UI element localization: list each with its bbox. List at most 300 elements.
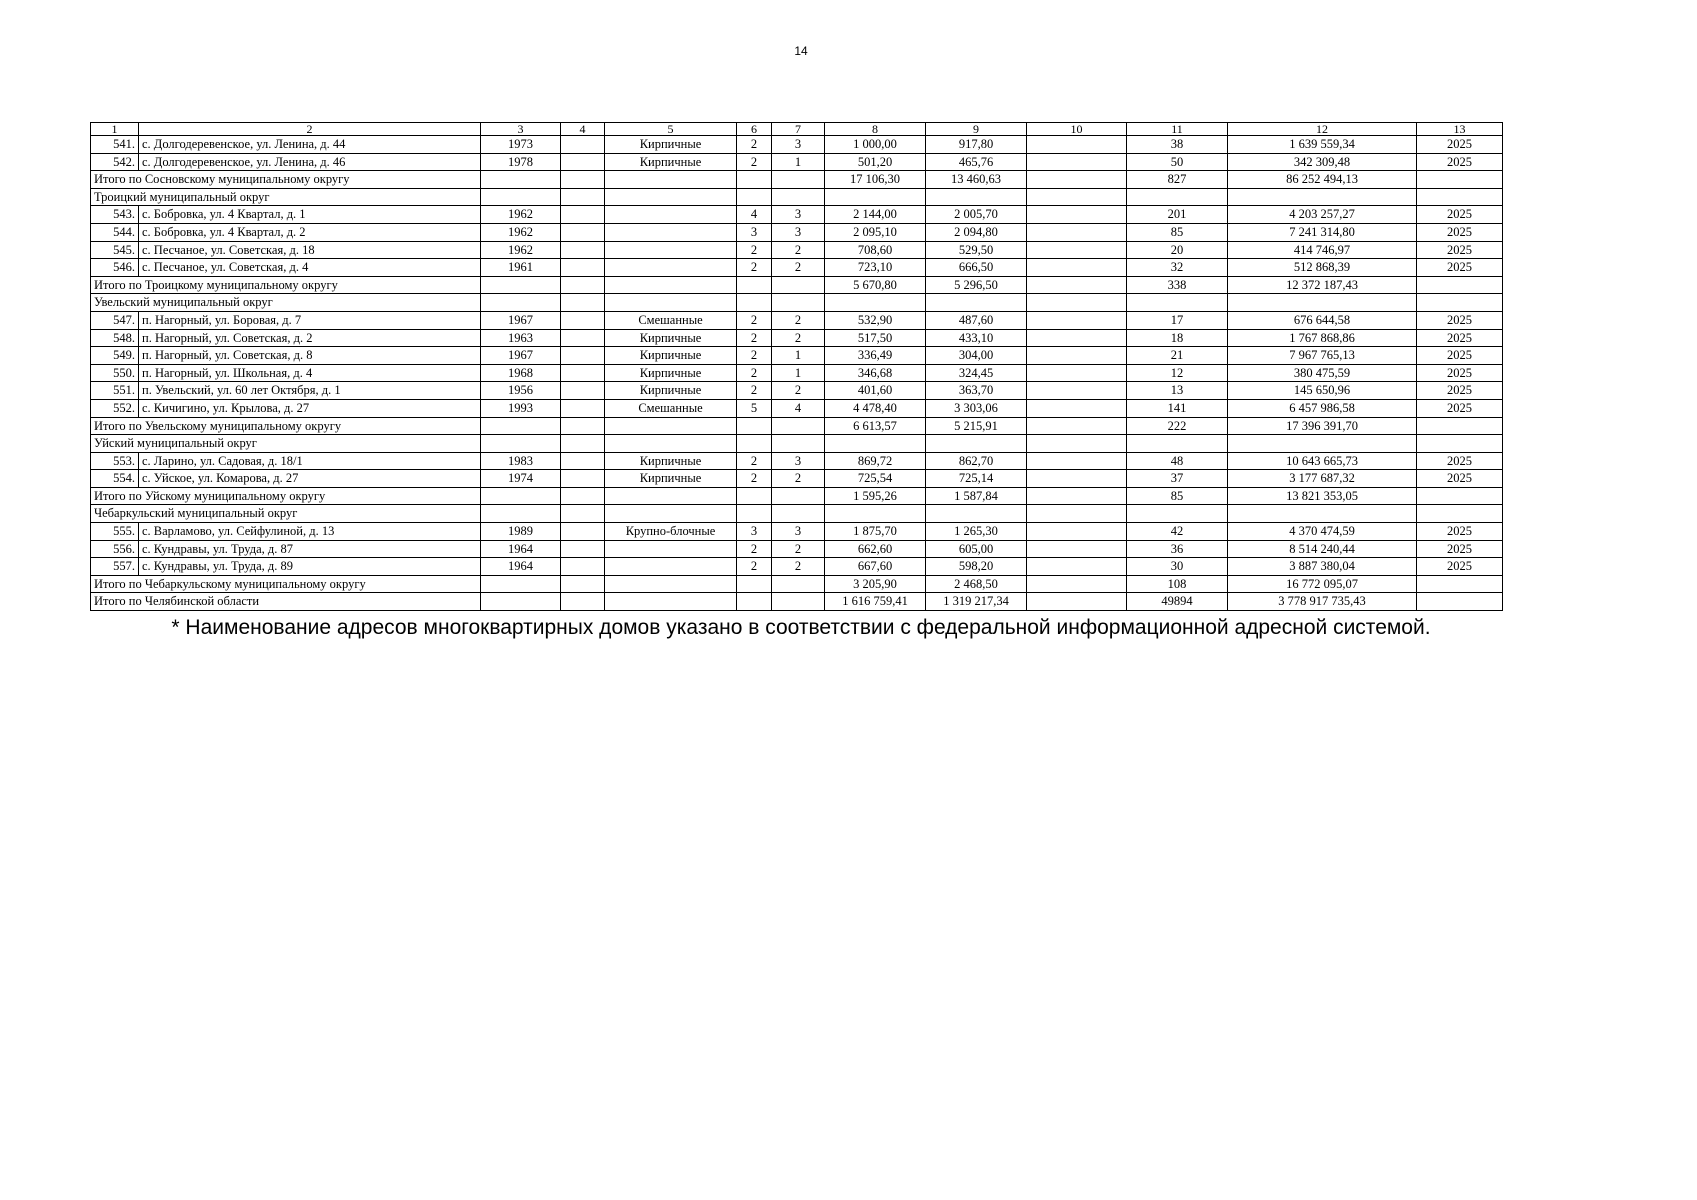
empty-cell bbox=[561, 294, 605, 312]
total-cell bbox=[561, 575, 605, 593]
column-header: 7 bbox=[772, 123, 825, 136]
table-cell bbox=[561, 558, 605, 576]
table-cell: 1956 bbox=[481, 382, 561, 400]
table-cell: 1 875,70 bbox=[825, 523, 926, 541]
table-row bbox=[91, 347, 1503, 365]
total-cell: 3 778 917 735,43 bbox=[1228, 593, 1417, 611]
table-cell: 1983 bbox=[481, 452, 561, 470]
table-cell: 42 bbox=[1127, 523, 1228, 541]
empty-cell bbox=[772, 505, 825, 523]
table-cell: 2 bbox=[737, 452, 772, 470]
table-cell: 2025 bbox=[1417, 382, 1503, 400]
table-cell: 2 bbox=[737, 347, 772, 365]
total-cell bbox=[481, 575, 561, 593]
empty-cell bbox=[737, 505, 772, 523]
address-cell: п. Нагорный, ул. Советская, д. 2 bbox=[139, 329, 481, 347]
table-cell: 2 bbox=[737, 311, 772, 329]
table-cell: 2 bbox=[772, 329, 825, 347]
table-cell: 1 767 868,86 bbox=[1228, 329, 1417, 347]
table-cell: 2025 bbox=[1417, 259, 1503, 277]
table-cell bbox=[561, 153, 605, 171]
total-cell: 338 bbox=[1127, 276, 1228, 294]
empty-cell bbox=[1027, 435, 1127, 453]
table-cell: Кирпичные bbox=[605, 382, 737, 400]
table-cell: 2 bbox=[737, 382, 772, 400]
table-cell: 12 bbox=[1127, 364, 1228, 382]
table-cell: 13 bbox=[1127, 382, 1228, 400]
table-cell: Кирпичные bbox=[605, 347, 737, 365]
empty-cell bbox=[1027, 294, 1127, 312]
table-cell bbox=[561, 241, 605, 259]
empty-cell bbox=[1228, 188, 1417, 206]
table-cell: 4 bbox=[772, 399, 825, 417]
table-row bbox=[91, 540, 1503, 558]
total-cell: 6 613,57 bbox=[825, 417, 926, 435]
total-cell bbox=[737, 417, 772, 435]
total-label: Итого по Сосновскому муниципальному округу bbox=[91, 171, 481, 189]
row-number-cell: 552. bbox=[91, 399, 139, 417]
table-cell: 2 bbox=[737, 540, 772, 558]
table-cell: 304,00 bbox=[926, 347, 1027, 365]
address-cell: п. Нагорный, ул. Боровая, д. 7 bbox=[139, 311, 481, 329]
table-cell: 141 bbox=[1127, 399, 1228, 417]
empty-cell bbox=[481, 188, 561, 206]
table-cell: 2 144,00 bbox=[825, 206, 926, 224]
total-cell: 5 296,50 bbox=[926, 276, 1027, 294]
table-cell: 3 bbox=[772, 523, 825, 541]
table-row bbox=[91, 329, 1503, 347]
table-cell: 2025 bbox=[1417, 136, 1503, 154]
empty-cell bbox=[825, 188, 926, 206]
table-cell: 324,45 bbox=[926, 364, 1027, 382]
total-cell: 16 772 095,07 bbox=[1228, 575, 1417, 593]
total-cell bbox=[481, 487, 561, 505]
table-cell: 917,80 bbox=[926, 136, 1027, 154]
table-cell: 2025 bbox=[1417, 470, 1503, 488]
address-cell: с. Кундравы, ул. Труда, д. 87 bbox=[139, 540, 481, 558]
table-cell: 1968 bbox=[481, 364, 561, 382]
table-cell: 2 bbox=[772, 241, 825, 259]
table-cell bbox=[605, 223, 737, 241]
total-cell bbox=[1417, 276, 1503, 294]
table-cell bbox=[561, 382, 605, 400]
table-cell: 723,10 bbox=[825, 259, 926, 277]
column-header: 5 bbox=[605, 123, 737, 136]
section-title: Увельский муниципальный округ bbox=[91, 294, 481, 312]
column-header: 10 bbox=[1027, 123, 1127, 136]
table-cell: 2 bbox=[772, 540, 825, 558]
table-cell: 2025 bbox=[1417, 523, 1503, 541]
table-row bbox=[91, 259, 1503, 277]
table-row bbox=[91, 382, 1503, 400]
address-cell: п. Увельский, ул. 60 лет Октября, д. 1 bbox=[139, 382, 481, 400]
total-cell bbox=[1027, 487, 1127, 505]
table-row bbox=[91, 523, 1503, 541]
column-header: 13 bbox=[1417, 123, 1503, 136]
table-cell: Смешанные bbox=[605, 311, 737, 329]
row-number-cell: 556. bbox=[91, 540, 139, 558]
empty-cell bbox=[1228, 435, 1417, 453]
address-cell: с. Варламово, ул. Сейфулиной, д. 13 bbox=[139, 523, 481, 541]
table-cell: 21 bbox=[1127, 347, 1228, 365]
total-row bbox=[91, 593, 1503, 611]
empty-cell bbox=[481, 505, 561, 523]
total-cell bbox=[605, 575, 737, 593]
table-cell: 1967 bbox=[481, 311, 561, 329]
row-number-cell: 547. bbox=[91, 311, 139, 329]
total-cell bbox=[772, 276, 825, 294]
table-cell: 1962 bbox=[481, 223, 561, 241]
table-cell: 465,76 bbox=[926, 153, 1027, 171]
column-header: 4 bbox=[561, 123, 605, 136]
total-cell bbox=[561, 276, 605, 294]
total-cell bbox=[561, 593, 605, 611]
table-cell: 2 bbox=[772, 311, 825, 329]
table-cell: 2 095,10 bbox=[825, 223, 926, 241]
table-cell: 37 bbox=[1127, 470, 1228, 488]
table-cell: 7 241 314,80 bbox=[1228, 223, 1417, 241]
address-cell: с. Песчаное, ул. Советская, д. 18 bbox=[139, 241, 481, 259]
empty-cell bbox=[1127, 435, 1228, 453]
address-cell: с. Долгодеревенское, ул. Ленина, д. 46 bbox=[139, 153, 481, 171]
total-cell bbox=[737, 487, 772, 505]
table-cell: 529,50 bbox=[926, 241, 1027, 259]
table-cell: Кирпичные bbox=[605, 153, 737, 171]
table-cell: 4 478,40 bbox=[825, 399, 926, 417]
table-cell bbox=[1027, 470, 1127, 488]
empty-cell bbox=[561, 188, 605, 206]
column-header: 6 bbox=[737, 123, 772, 136]
total-cell: 2 468,50 bbox=[926, 575, 1027, 593]
empty-cell bbox=[772, 294, 825, 312]
table-cell: Кирпичные bbox=[605, 452, 737, 470]
table-cell: 1974 bbox=[481, 470, 561, 488]
column-header: 11 bbox=[1127, 123, 1228, 136]
table-cell: 380 475,59 bbox=[1228, 364, 1417, 382]
table-cell: 8 514 240,44 bbox=[1228, 540, 1417, 558]
column-header: 9 bbox=[926, 123, 1027, 136]
total-cell bbox=[561, 417, 605, 435]
empty-cell bbox=[737, 435, 772, 453]
table-cell: 3 bbox=[737, 223, 772, 241]
table-cell: 2025 bbox=[1417, 223, 1503, 241]
total-label: Итого по Чебаркульскому муниципальному округу bbox=[91, 575, 481, 593]
table-cell: 2 bbox=[772, 558, 825, 576]
table-cell bbox=[1027, 311, 1127, 329]
table-cell bbox=[561, 523, 605, 541]
table-cell: 2 bbox=[737, 241, 772, 259]
table-cell: 2025 bbox=[1417, 311, 1503, 329]
table-cell: 2025 bbox=[1417, 558, 1503, 576]
total-cell bbox=[772, 171, 825, 189]
total-label: Итого по Увельскому муниципальному округу bbox=[91, 417, 481, 435]
table-cell bbox=[1027, 206, 1127, 224]
table-cell: 4 203 257,27 bbox=[1228, 206, 1417, 224]
empty-cell bbox=[1417, 188, 1503, 206]
table-cell: 2 bbox=[772, 470, 825, 488]
total-row bbox=[91, 417, 1503, 435]
table-cell: 48 bbox=[1127, 452, 1228, 470]
table-cell: 4 370 474,59 bbox=[1228, 523, 1417, 541]
table-cell bbox=[605, 558, 737, 576]
total-cell: 827 bbox=[1127, 171, 1228, 189]
table-cell: Кирпичные bbox=[605, 329, 737, 347]
table-cell: 2025 bbox=[1417, 153, 1503, 171]
table-cell: 2 bbox=[737, 470, 772, 488]
table-cell: 1962 bbox=[481, 206, 561, 224]
empty-cell bbox=[605, 294, 737, 312]
table-cell: 50 bbox=[1127, 153, 1228, 171]
total-label: Итого по Троицкому муниципальному округу bbox=[91, 276, 481, 294]
table-cell: 346,68 bbox=[825, 364, 926, 382]
row-number-cell: 543. bbox=[91, 206, 139, 224]
address-cell: п. Нагорный, ул. Школьная, д. 4 bbox=[139, 364, 481, 382]
total-cell bbox=[1027, 593, 1127, 611]
empty-cell bbox=[1417, 505, 1503, 523]
table-cell: 1967 bbox=[481, 347, 561, 365]
empty-cell bbox=[1127, 505, 1228, 523]
total-cell: 17 106,30 bbox=[825, 171, 926, 189]
total-cell bbox=[1417, 487, 1503, 505]
table-cell: 2 bbox=[737, 153, 772, 171]
total-cell bbox=[605, 417, 737, 435]
housing-register-table bbox=[90, 122, 1503, 611]
empty-cell bbox=[926, 294, 1027, 312]
row-number-cell: 555. bbox=[91, 523, 139, 541]
total-cell bbox=[1417, 575, 1503, 593]
table-cell: 5 bbox=[737, 399, 772, 417]
table-cell: 2025 bbox=[1417, 241, 1503, 259]
total-cell: 5 215,91 bbox=[926, 417, 1027, 435]
empty-cell bbox=[481, 435, 561, 453]
total-cell: 13 821 353,05 bbox=[1228, 487, 1417, 505]
section-title: Чебаркульский муниципальный округ bbox=[91, 505, 481, 523]
table-cell: 1 000,00 bbox=[825, 136, 926, 154]
total-cell: 1 319 217,34 bbox=[926, 593, 1027, 611]
table-cell: Кирпичные bbox=[605, 364, 737, 382]
address-cell: п. Нагорный, ул. Советская, д. 8 bbox=[139, 347, 481, 365]
table-cell: 598,20 bbox=[926, 558, 1027, 576]
row-number-cell: 548. bbox=[91, 329, 139, 347]
empty-cell bbox=[1127, 294, 1228, 312]
table-cell: 2 bbox=[737, 558, 772, 576]
total-cell: 12 372 187,43 bbox=[1228, 276, 1417, 294]
table-cell: 3 bbox=[772, 136, 825, 154]
table-row bbox=[91, 364, 1503, 382]
table-cell bbox=[561, 399, 605, 417]
total-cell bbox=[481, 593, 561, 611]
table-cell: 1962 bbox=[481, 241, 561, 259]
table-cell: 2025 bbox=[1417, 329, 1503, 347]
table-cell: 501,20 bbox=[825, 153, 926, 171]
row-number-cell: 541. bbox=[91, 136, 139, 154]
total-cell: 1 587,84 bbox=[926, 487, 1027, 505]
empty-cell bbox=[1027, 505, 1127, 523]
table-row bbox=[91, 136, 1503, 154]
empty-cell bbox=[1417, 435, 1503, 453]
table-cell: 487,60 bbox=[926, 311, 1027, 329]
empty-cell bbox=[561, 505, 605, 523]
total-cell bbox=[1027, 276, 1127, 294]
table-cell: 20 bbox=[1127, 241, 1228, 259]
row-number-cell: 557. bbox=[91, 558, 139, 576]
section-title: Троицкий муниципальный округ bbox=[91, 188, 481, 206]
table-cell: 725,14 bbox=[926, 470, 1027, 488]
table-cell bbox=[1027, 540, 1127, 558]
table-cell: 2025 bbox=[1417, 206, 1503, 224]
table-cell: 1989 bbox=[481, 523, 561, 541]
section-header-row bbox=[91, 294, 1503, 312]
table-cell: 532,90 bbox=[825, 311, 926, 329]
table-cell: 1963 bbox=[481, 329, 561, 347]
page-number: 14 bbox=[794, 44, 808, 58]
table-cell: 1961 bbox=[481, 259, 561, 277]
table-cell bbox=[1027, 259, 1127, 277]
total-cell bbox=[737, 276, 772, 294]
total-cell bbox=[772, 593, 825, 611]
empty-cell bbox=[605, 188, 737, 206]
table-cell bbox=[561, 311, 605, 329]
section-header-row bbox=[91, 435, 1503, 453]
table-row bbox=[91, 452, 1503, 470]
table-cell bbox=[561, 136, 605, 154]
section-header-row bbox=[91, 505, 1503, 523]
table-cell: 605,00 bbox=[926, 540, 1027, 558]
table-cell: 1 bbox=[772, 364, 825, 382]
table-cell: 1 639 559,34 bbox=[1228, 136, 1417, 154]
total-row bbox=[91, 276, 1503, 294]
table-cell bbox=[561, 206, 605, 224]
row-number-cell: 553. bbox=[91, 452, 139, 470]
total-row bbox=[91, 171, 1503, 189]
address-cell: с. Ларино, ул. Садовая, д. 18/1 bbox=[139, 452, 481, 470]
table-cell: 1 bbox=[772, 153, 825, 171]
total-cell bbox=[561, 487, 605, 505]
column-header: 2 bbox=[139, 123, 481, 136]
table-cell: Крупно-блочные bbox=[605, 523, 737, 541]
total-cell: 3 205,90 bbox=[825, 575, 926, 593]
address-footnote: * Наименование адресов многоквартирных домов указано в соответствии с федеральной информационной адресной системой. bbox=[171, 616, 1431, 639]
table-cell bbox=[605, 206, 737, 224]
table-cell: 201 bbox=[1127, 206, 1228, 224]
table-cell: 512 868,39 bbox=[1228, 259, 1417, 277]
row-number-cell: 551. bbox=[91, 382, 139, 400]
table-row bbox=[91, 311, 1503, 329]
total-cell bbox=[605, 593, 737, 611]
row-number-cell: 545. bbox=[91, 241, 139, 259]
column-header: 8 bbox=[825, 123, 926, 136]
address-cell: с. Кичигино, ул. Крылова, д. 27 bbox=[139, 399, 481, 417]
total-cell bbox=[737, 575, 772, 593]
table-cell: 3 303,06 bbox=[926, 399, 1027, 417]
table-cell: 1978 bbox=[481, 153, 561, 171]
empty-cell bbox=[737, 294, 772, 312]
table-cell: 869,72 bbox=[825, 452, 926, 470]
total-cell: 222 bbox=[1127, 417, 1228, 435]
table-cell: 517,50 bbox=[825, 329, 926, 347]
total-cell: 108 bbox=[1127, 575, 1228, 593]
table-cell: 1964 bbox=[481, 558, 561, 576]
table-row bbox=[91, 153, 1503, 171]
table-cell: 3 bbox=[772, 452, 825, 470]
row-number-cell: 546. bbox=[91, 259, 139, 277]
total-cell bbox=[1027, 575, 1127, 593]
column-number-header-row bbox=[91, 123, 1503, 136]
table-cell: 2 bbox=[737, 259, 772, 277]
table-cell: 3 177 687,32 bbox=[1228, 470, 1417, 488]
total-cell bbox=[1027, 171, 1127, 189]
total-label: Итого по Уйскому муниципальному округу bbox=[91, 487, 481, 505]
table-cell: 433,10 bbox=[926, 329, 1027, 347]
total-cell bbox=[481, 276, 561, 294]
table-cell: 36 bbox=[1127, 540, 1228, 558]
table-cell bbox=[561, 259, 605, 277]
table-cell: 2 bbox=[737, 364, 772, 382]
section-header-row bbox=[91, 188, 1503, 206]
table-cell: 3 bbox=[737, 523, 772, 541]
empty-cell bbox=[926, 435, 1027, 453]
table-cell: 414 746,97 bbox=[1228, 241, 1417, 259]
table-cell: 662,60 bbox=[825, 540, 926, 558]
table-cell: 3 bbox=[772, 223, 825, 241]
empty-cell bbox=[481, 294, 561, 312]
total-row bbox=[91, 575, 1503, 593]
table-cell: 2 bbox=[772, 259, 825, 277]
address-cell: с. Бобровка, ул. 4 Квартал, д. 1 bbox=[139, 206, 481, 224]
address-cell: с. Кундравы, ул. Труда, д. 89 bbox=[139, 558, 481, 576]
table-cell: 1 265,30 bbox=[926, 523, 1027, 541]
column-header: 1 bbox=[91, 123, 139, 136]
table-cell: 342 309,48 bbox=[1228, 153, 1417, 171]
total-cell: 85 bbox=[1127, 487, 1228, 505]
table-cell: 6 457 986,58 bbox=[1228, 399, 1417, 417]
total-cell bbox=[605, 171, 737, 189]
empty-cell bbox=[1027, 188, 1127, 206]
total-cell bbox=[1417, 593, 1503, 611]
address-cell: с. Бобровка, ул. 4 Квартал, д. 2 bbox=[139, 223, 481, 241]
total-cell bbox=[605, 276, 737, 294]
empty-cell bbox=[926, 188, 1027, 206]
table-cell: 401,60 bbox=[825, 382, 926, 400]
table-cell bbox=[605, 241, 737, 259]
total-cell bbox=[772, 487, 825, 505]
table-cell bbox=[561, 452, 605, 470]
total-cell: 1 616 759,41 bbox=[825, 593, 926, 611]
empty-cell bbox=[605, 435, 737, 453]
column-header: 3 bbox=[481, 123, 561, 136]
table-cell bbox=[1027, 347, 1127, 365]
table-cell: 725,54 bbox=[825, 470, 926, 488]
table-row bbox=[91, 558, 1503, 576]
table-cell: 676 644,58 bbox=[1228, 311, 1417, 329]
total-cell: 86 252 494,13 bbox=[1228, 171, 1417, 189]
table-cell bbox=[561, 223, 605, 241]
total-cell: 17 396 391,70 bbox=[1228, 417, 1417, 435]
empty-cell bbox=[605, 505, 737, 523]
empty-cell bbox=[1228, 294, 1417, 312]
table-cell: 363,70 bbox=[926, 382, 1027, 400]
total-cell: 1 595,26 bbox=[825, 487, 926, 505]
total-cell bbox=[772, 417, 825, 435]
row-number-cell: 542. bbox=[91, 153, 139, 171]
total-cell bbox=[737, 593, 772, 611]
total-cell bbox=[1417, 171, 1503, 189]
table-cell bbox=[1027, 364, 1127, 382]
total-cell bbox=[1417, 417, 1503, 435]
table-cell bbox=[1027, 153, 1127, 171]
table-cell: 666,50 bbox=[926, 259, 1027, 277]
table-cell: Кирпичные bbox=[605, 136, 737, 154]
